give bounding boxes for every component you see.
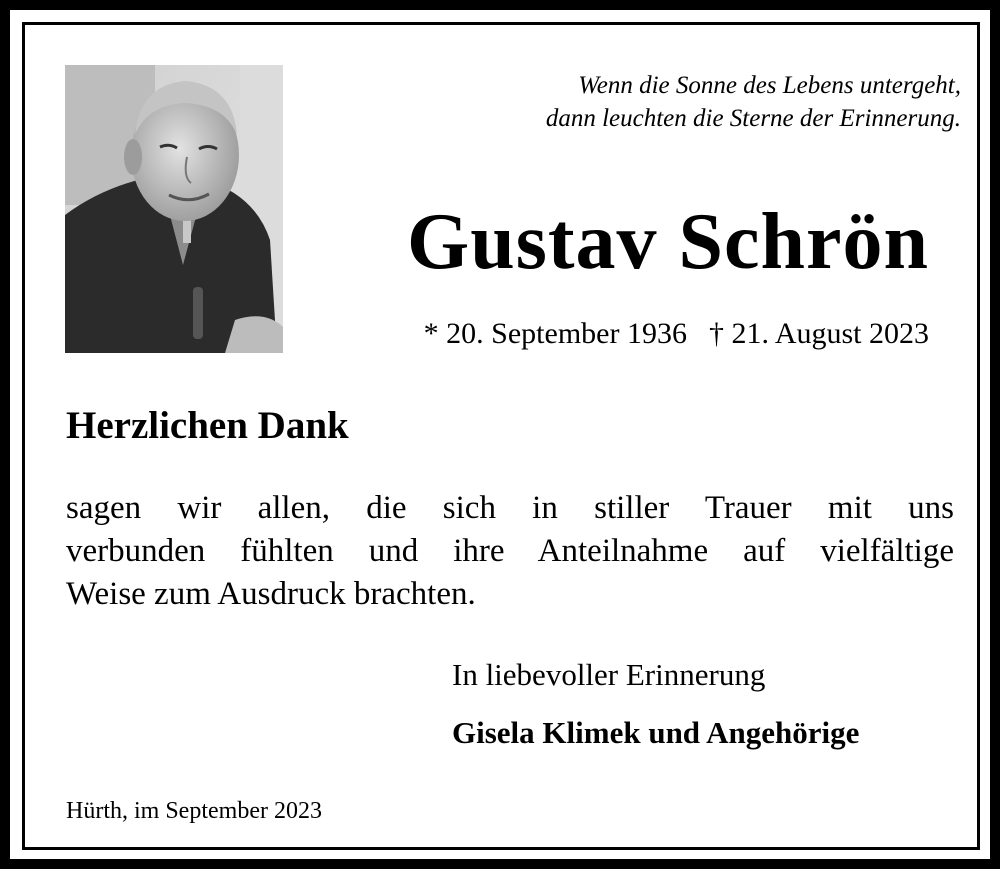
place-and-date: Hürth, im September 2023: [66, 798, 322, 824]
thanks-text: [66, 487, 954, 616]
memorial-quote: [405, 69, 961, 135]
life-dates: [325, 317, 929, 351]
quote-line-2: dann leuchten die Sterne der Erinnerung.: [545, 105, 961, 132]
deceased-name: Gustav Schrön: [407, 198, 929, 286]
obituary-frame: [22, 22, 980, 850]
birth-date: * 20. September 1936: [423, 317, 687, 350]
thanks-text-line-2: verbunden fühlten und ihre Anteilnahme auf vielfältige: [66, 533, 954, 569]
obituary-card: [10, 10, 990, 859]
quote-line-1: Wenn die Sonne des Lebens untergeht,: [578, 72, 961, 99]
thanks-text-line-1: sagen wir allen, die sich in stiller Trauer mit uns: [66, 490, 954, 526]
family-signature: Gisela Klimek und Angehörige: [452, 715, 860, 750]
thanks-heading: Herzlichen Dank: [66, 404, 349, 447]
thanks-text-line-3: Weise zum Ausdruck brachten.: [66, 576, 476, 612]
portrait-photo-icon: [65, 65, 283, 353]
memory-line: In liebevoller Erinnerung: [452, 657, 766, 692]
portrait-photo: [65, 65, 283, 353]
death-date: † 21. August 2023: [708, 317, 929, 350]
